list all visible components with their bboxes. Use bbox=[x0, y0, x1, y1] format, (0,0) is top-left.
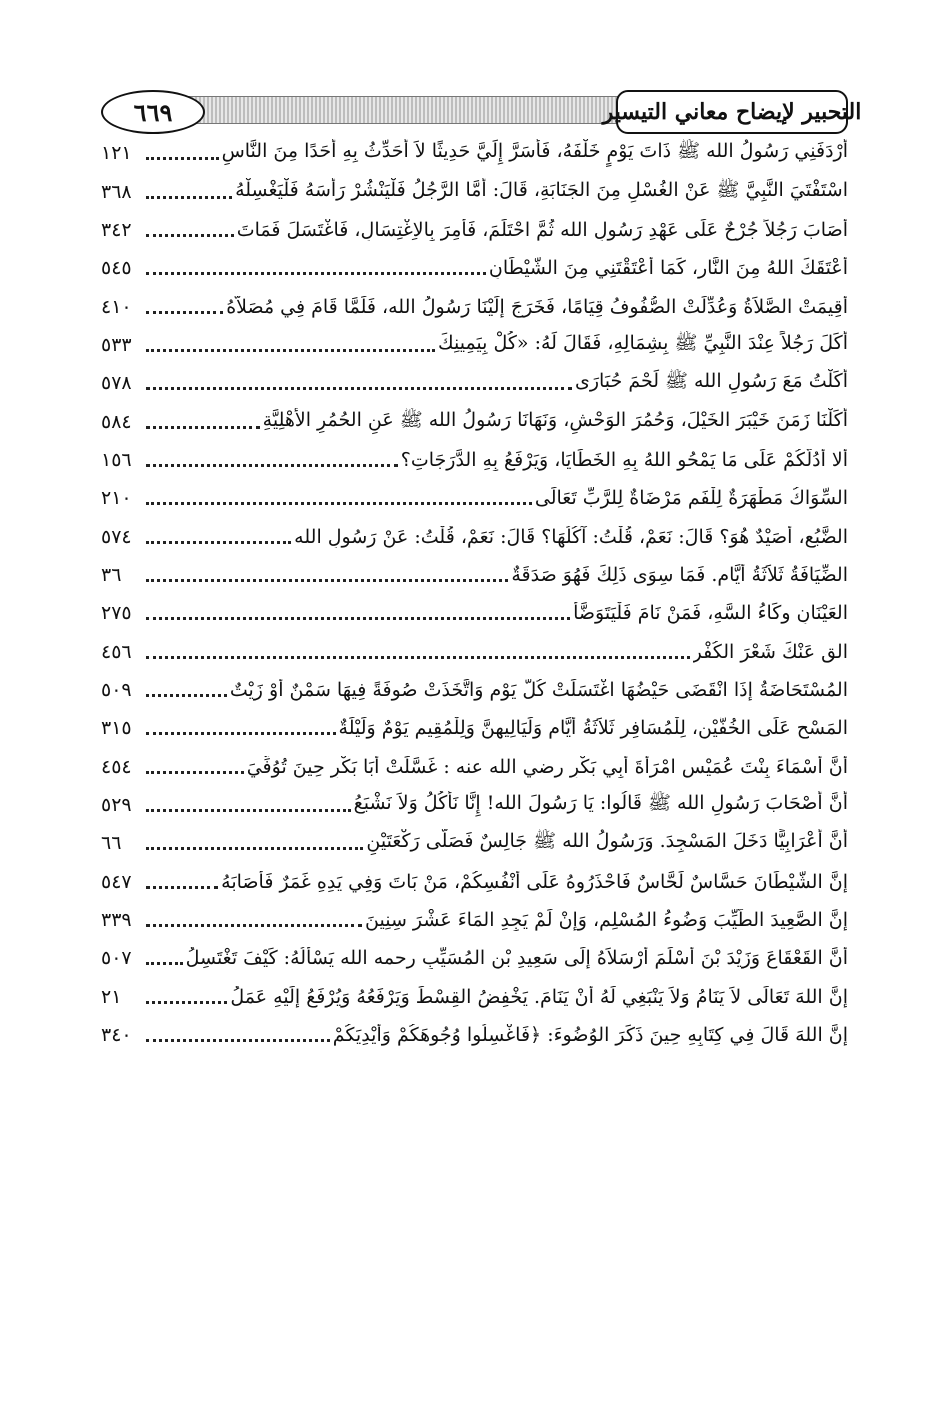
entry-page-number: ٣٤٢ bbox=[101, 218, 132, 241]
leader-dots bbox=[146, 156, 219, 160]
leader-dots bbox=[146, 501, 532, 505]
entry-text: أَنَّ أَصْحَابَ رَسُولِ الله ﷺ قَالُوا: يَا رَسُولَ الله! إِنَّا نَأْكُلُ وَلاَ نَشْبَعُ bbox=[353, 792, 848, 815]
entry-text: إِنَّ اللهَ قَالَ فِي كِتَابِهِ حِينَ ذَكَرَ الوُضُوءَ: ﴿فَاغْسِلُوا وُجُوهَكُمْ وَأَيْدِيَكُمْ bbox=[332, 1024, 848, 1047]
entry-page-number: ١٥٦ bbox=[101, 448, 132, 471]
entry-page-number: ٣٦٨ bbox=[101, 180, 132, 203]
entry-text: أَعْتَقَكَ اللهُ مِنَ النَّارِ، كَمَا أَعْتَقْتَنِي مِنَ الشَّيْطَانِ bbox=[488, 257, 848, 280]
entry-text: اسْتَفْتَيَ النَّبِيَّ ﷺ عَنْ الغُسْلِ مِنَ الجَنَابَةِ، قَالَ: أَمَّا الرَّجُلُ فَلْيَنْشُرْ رَأْسَهُ فَلْيَغْسِلْهُ bbox=[235, 178, 848, 201]
index-entry bbox=[101, 863, 848, 901]
index-entry bbox=[101, 287, 848, 325]
entry-text: أَنَّ أَعْرَابِيًّا دَخَلَ المَسْجِدَ. وَرَسُولُ الله ﷺ جَالِسٌ فَصَلَّى رَكْعَتَيْنِ bbox=[366, 830, 848, 853]
entry-text: المُسْتَحَاضَةُ إِذَا انْقَضَى حَيْضُهَا اغْتَسَلَتْ كُلَّ يَوْمٍ وَاتَّخَذَتْ صُوفَةً فِيهَا سَمْنٌ أَوْ زَيْتٌ bbox=[229, 678, 848, 701]
leader-dots bbox=[146, 233, 234, 237]
index-entry bbox=[101, 211, 848, 249]
entry-page-number: ٥٤٥ bbox=[101, 257, 132, 280]
leader-dots bbox=[146, 195, 232, 199]
leader-dots bbox=[146, 271, 486, 275]
index-entry bbox=[101, 978, 848, 1016]
leader-dots bbox=[146, 386, 572, 390]
leader-dots bbox=[146, 1000, 227, 1004]
entry-page-number: ٢٧٥ bbox=[101, 602, 132, 625]
entry-page-number: ٤٥٦ bbox=[101, 640, 132, 663]
index-entry bbox=[101, 1016, 848, 1054]
entry-page-number: ٣٣٩ bbox=[101, 909, 132, 932]
index-entry bbox=[101, 479, 848, 517]
index-entry bbox=[101, 632, 848, 670]
index-entry bbox=[101, 441, 848, 479]
leader-dots bbox=[146, 578, 508, 582]
index-entry bbox=[101, 134, 848, 172]
decorative-band bbox=[171, 96, 662, 124]
index-entry bbox=[101, 517, 848, 555]
entry-page-number: ٣٤٠ bbox=[101, 1024, 132, 1047]
index-entry bbox=[101, 402, 848, 440]
index-entry bbox=[101, 594, 848, 632]
entry-page-number: ٥٠٩ bbox=[101, 678, 132, 701]
entry-text: إِنَّ الصَّعِيدَ الطَّيِّبَ وَضُوءُ المُسْلِمِ، وَإِنْ لَمْ يَجِدِ المَاءَ عَشْرَ سِنِينَ bbox=[365, 909, 848, 932]
index-entry bbox=[101, 671, 848, 709]
index-entry bbox=[101, 556, 848, 594]
entry-page-number: ٥٨٤ bbox=[101, 410, 132, 433]
entry-page-number: ٥٤٧ bbox=[101, 870, 132, 893]
entry-text: أُقِيمَتْ الصَّلاَةُ وَعُدِّلَتْ الصُّفُوفُ قِيَامًا، فَخَرَجَ إِلَيْنَا رَسُولُ الله، فَلَمَّا قَامَ فِي مُصَلاَّهُ bbox=[226, 295, 848, 318]
index-entry bbox=[101, 786, 848, 824]
entry-page-number: ٢١ bbox=[101, 985, 122, 1008]
entry-text: أَلا أَدُلُّكُمْ عَلَى مَا يَمْحُو اللهُ بِهِ الخَطَايَا، وَيَرْفَعُ بِهِ الدَّرَجَاتِ؟ bbox=[400, 448, 848, 471]
entry-page-number: ٢١٠ bbox=[101, 487, 132, 510]
leader-dots bbox=[146, 808, 351, 812]
entry-text: السِّوَاكُ مَطْهَرَةٌ لِلْفَمِ مَرْضَاةٌ لِلرَّبِّ تَعَالَى bbox=[534, 487, 848, 510]
entry-text: الضِّيَافَةُ ثَلاَثَةُ أَيَّامٍ. فَمَا سِوَى ذَلِكَ فَهُوَ صَدَقَةٌ bbox=[511, 563, 848, 586]
entry-text: العَيْنَانِ وِكَاءُ السَّهِ، فَمَنْ نَامَ فَلْيَتَوَضَّأْ bbox=[573, 602, 848, 625]
entry-page-number: ١٢١ bbox=[101, 142, 132, 165]
page-header bbox=[101, 90, 862, 132]
entry-text: أَكَلْتُ مَعَ رَسُولِ الله ﷺ لَحْمَ حُبَارَى bbox=[574, 370, 848, 393]
index-entry bbox=[101, 326, 848, 364]
index-entry bbox=[101, 709, 848, 747]
leader-dots bbox=[146, 846, 363, 850]
index-entry bbox=[101, 249, 848, 287]
entry-text: أَنَّ أَسْمَاءَ بِنْتَ عُمَيْسٍ امْرَأَةَ أَبِي بَكْرٍ رضي الله عنه : غَسَّلَتْ أَبَا بَكْرٍ حِينَ تُوُفِّيَ bbox=[246, 755, 848, 778]
leader-dots bbox=[146, 731, 336, 735]
index-entry bbox=[101, 824, 848, 862]
leader-dots bbox=[146, 923, 362, 927]
leader-dots bbox=[146, 616, 570, 620]
index-entry bbox=[101, 172, 848, 210]
entry-text: أَصَابَ رَجُلاً جُرْحٌ عَلَى عَهْدِ رَسُولِ الله ثُمَّ احْتَلَمَ، فَأُمِرَ بِالاِغْتِسَالِ، فَاغْتَسَلَ فَمَاتَ bbox=[236, 218, 848, 241]
leader-dots bbox=[146, 425, 260, 429]
entry-text: الق عَنْكَ شَعْرَ الكُفْرِ bbox=[692, 640, 848, 663]
entry-text: أَنَّ القَعْقَاعَ وَزَيْدَ بْنَ أَسْلَمَ أَرْسَلاَهُ إِلَى سَعِيدِ بْنِ المُسَيِّبِ رحمه الله يَسْأَلُهُ: كَيْفَ تَغْتَسِلُ bbox=[185, 947, 848, 970]
entry-page-number: ٦٦ bbox=[101, 832, 122, 855]
entry-page-number: ٥٧٨ bbox=[101, 372, 132, 395]
entry-text: إِنَّ اللهَ تَعَالَى لاَ يَنَامُ وَلاَ يَنْبَغِي لَهُ أَنْ يَنَامَ. يَخْفِضُ القِسْطَ وَيَرْفَعُهُ وَيُرْفَعُ إِلَيْهِ عَمَلُ bbox=[230, 985, 848, 1008]
entry-page-number: ٤١٠ bbox=[101, 295, 132, 318]
entry-page-number: ٣٦ bbox=[101, 563, 122, 586]
leader-dots bbox=[146, 693, 227, 697]
leader-dots bbox=[146, 655, 690, 659]
index-entry bbox=[101, 939, 848, 977]
leader-dots bbox=[146, 770, 244, 774]
hadith-index-list bbox=[101, 134, 848, 1054]
entry-page-number: ٥٢٩ bbox=[101, 794, 132, 817]
leader-dots bbox=[146, 961, 183, 965]
running-title: التحبير لإيضاح معاني التيسير bbox=[616, 90, 848, 134]
entry-page-number: ٣١٥ bbox=[101, 717, 132, 740]
leader-dots bbox=[146, 310, 223, 314]
entry-text: إِنَّ الشَّيْطَانَ حَسَّاسٌ لَحَّاسٌ فَاحْذَرُوهُ عَلَى أَنْفُسِكُمْ، مَنْ بَاتَ وَفِي يَدِهِ غَمَرٌ فَأَصَابَهُ bbox=[221, 870, 848, 893]
entry-text: أَكَلْنَا زَمَنَ خَيْبَرَ الخَيْلَ، وَحُمُرَ الوَحْشِ، وَنَهَانَا رَسُولُ الله ﷺ عَنِ الحُمُرِ الأَهْلِيَّةِ bbox=[262, 408, 848, 431]
entry-text: المَسْحِ عَلَى الخُفَّيْنِ، لِلْمُسَافِرِ ثَلاَثَةُ أَيَّامٍ وَلَيَالِيهِنَّ وَلِلْمُقِيمِ يَوْمٌ وَلَيْلَةٌ bbox=[338, 717, 848, 740]
entry-page-number: ٥٠٧ bbox=[101, 947, 132, 970]
entry-text: أَرْدَفَنِي رَسُولُ الله ﷺ ذَاتَ يَوْمٍ خَلْفَهُ، فَأَسَرَّ إِلَيَّ حَدِيثًا لاَ أُحَدِّثُ بِهِ أَحَدًا مِنَ النَّاسِ bbox=[221, 140, 848, 163]
entry-text: الضَّبُعِ، أَصَيْدٌ هُوَ؟ قَالَ: نَعَمْ، قُلْتُ: آكُلُهَا؟ قَالَ: نَعَمْ، قُلْتُ: عَنْ رَسُولِ الله bbox=[294, 525, 848, 548]
page-number: ٦٦٩ bbox=[101, 90, 205, 134]
leader-dots bbox=[146, 463, 398, 467]
entry-page-number: ٥٣٣ bbox=[101, 333, 132, 356]
leader-dots bbox=[146, 1038, 330, 1042]
index-entry bbox=[101, 901, 848, 939]
entry-page-number: ٤٥٤ bbox=[101, 755, 132, 778]
index-entry bbox=[101, 748, 848, 786]
leader-dots bbox=[146, 348, 435, 352]
entry-page-number: ٥٧٤ bbox=[101, 525, 132, 548]
entry-text: أَكَلَ رَجُلاً عِنْدَ النَّبِيِّ ﷺ بِشِمَالِهِ، فَقَالَ لَهُ: «كُلْ بِيَمِينِكَ bbox=[437, 331, 848, 354]
leader-dots bbox=[146, 885, 218, 889]
index-entry bbox=[101, 364, 848, 402]
leader-dots bbox=[146, 540, 291, 544]
